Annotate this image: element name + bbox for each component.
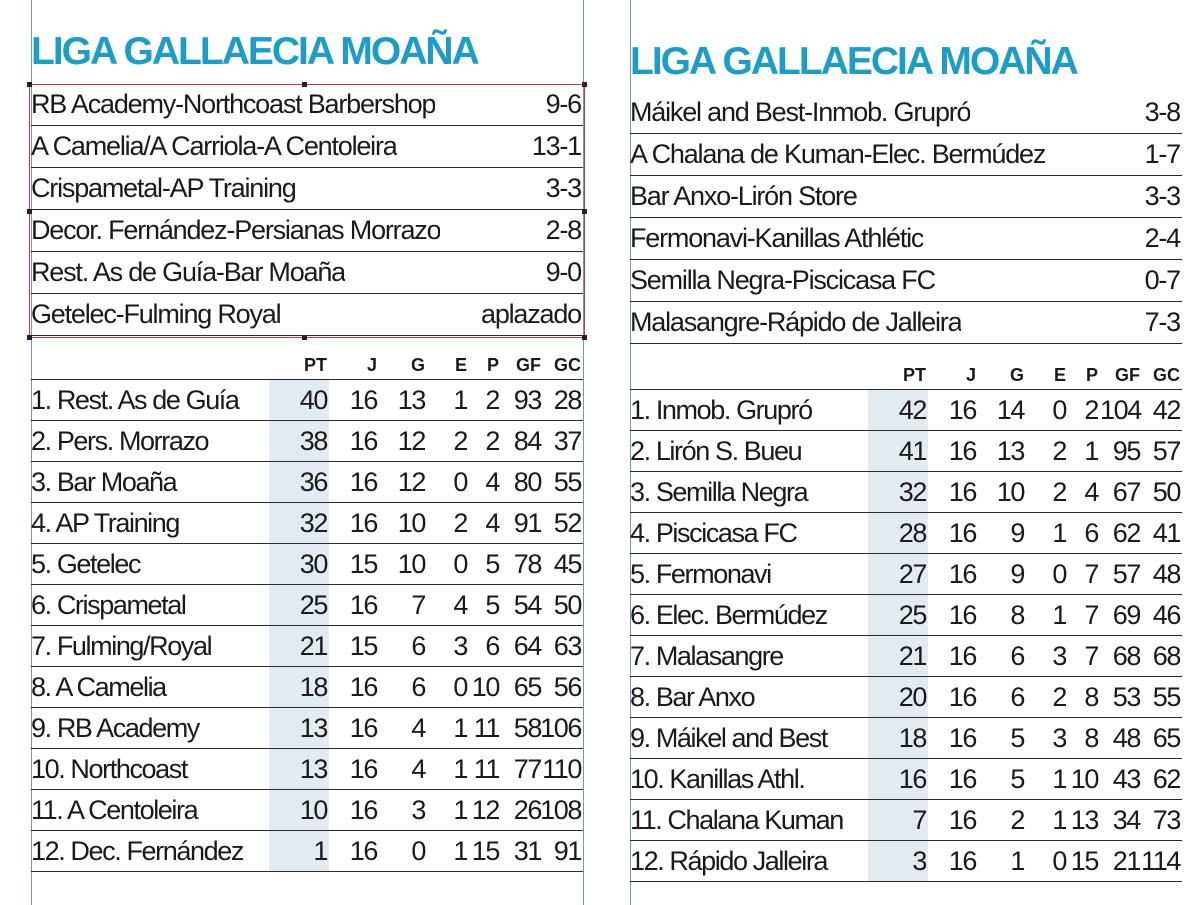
stat-j: 16 [349,836,377,866]
stat-g: 6 [1010,641,1024,671]
stat-g: 6 [1010,682,1024,712]
stat-g: 4 [411,754,425,784]
stat-g: 5 [1010,723,1024,753]
stat-g: 2 [1010,805,1024,835]
stat-g: 14 [996,395,1024,425]
results-list[interactable] [31,84,583,336]
stat-p: 8 [1084,682,1098,712]
stat-e: 3 [1052,641,1066,671]
stat-e: 0 [1052,846,1066,876]
stat-gc: 110 [542,754,581,784]
match-score: 3-3 [545,173,581,203]
header-gc: GC [1153,365,1180,385]
team-name: 1. Inmob. Grupró [630,395,812,425]
stat-gf: 93 [513,385,541,415]
stat-gc: 42 [1152,395,1180,425]
stat-pt: 18 [299,672,327,702]
result-row [630,176,1182,218]
stat-p: 4 [1084,477,1098,507]
page-guide-line [583,0,584,905]
results-list [630,92,1182,344]
stat-j: 16 [948,682,976,712]
stat-pt: 25 [898,600,926,630]
header-e: E [454,355,467,375]
stat-gc: 37 [553,426,581,456]
stat-p: 1 [1084,436,1098,466]
standings-row [31,421,583,462]
stat-j: 15 [349,549,377,579]
stat-e: 3 [453,631,467,661]
standings-row [31,503,583,544]
stat-g: 10 [996,477,1024,507]
stat-pt: 16 [898,764,926,794]
stat-gc: 108 [540,795,581,825]
header-gc: GC [554,355,581,375]
result-row [31,252,583,294]
standings-row [31,831,583,872]
stat-pt: 21 [299,631,327,661]
stat-g: 1 [1010,846,1024,876]
stat-gc: 55 [553,467,581,497]
stat-gc: 55 [1152,682,1180,712]
stat-gc: 56 [553,672,581,702]
stat-e: 1 [1052,764,1066,794]
stat-j: 16 [349,590,377,620]
stat-g: 5 [1010,764,1024,794]
stat-gf: 21 [1112,846,1140,876]
stat-gf: 64 [513,631,541,661]
stat-p: 15 [1070,846,1098,876]
stat-gf: 78 [513,549,541,579]
match-teams: Decor. Fernández-Persianas Morrazo [31,215,441,245]
result-row [630,92,1182,134]
stat-e: 0 [453,467,467,497]
stat-pt: 42 [898,395,926,425]
stat-j: 16 [349,713,377,743]
stat-e: 1 [453,713,467,743]
stat-p: 4 [485,508,499,538]
stat-gc: 45 [553,549,581,579]
match-teams: A Camelia/A Carriola-A Centoleira [31,131,397,161]
match-teams: Semilla Negra-Piscicasa FC [630,265,935,295]
stat-gf: 58 [513,713,541,743]
result-row [31,210,583,252]
result-row [31,294,583,336]
stat-j: 15 [349,631,377,661]
header-j: J [965,365,976,385]
standings-rows [31,380,583,872]
stat-g: 4 [411,713,425,743]
team-name: 9. RB Academy [31,713,199,743]
stat-p: 12 [471,795,499,825]
match-teams: Rest. As de Guía-Bar Moaña [31,257,345,287]
stat-gc: 46 [1152,600,1180,630]
result-row [31,126,583,168]
result-row [630,302,1182,344]
stat-gf: 84 [513,426,541,456]
stat-gf: 62 [1112,518,1140,548]
stat-gc: 106 [540,713,581,743]
stat-pt: 3 [912,846,926,876]
stat-g: 3 [411,795,425,825]
stat-gc: 28 [553,385,581,415]
team-name: 11. A Centoleira [31,795,198,825]
stat-g: 10 [397,549,425,579]
stat-gf: 54 [513,590,541,620]
stat-gc: 91 [553,836,581,866]
stat-pt: 7 [912,805,926,835]
team-name: 9. Máikel and Best [630,723,827,753]
stat-j: 16 [349,467,377,497]
stat-j: 16 [948,641,976,671]
stat-j: 16 [948,846,976,876]
standings-row [31,790,583,831]
stat-p: 13 [1070,805,1098,835]
stat-e: 1 [1052,600,1066,630]
stat-gf: 67 [1112,477,1140,507]
stat-p: 4 [485,467,499,497]
team-name: 5. Fermonavi [630,559,771,589]
stat-e: 1 [1052,805,1066,835]
stat-p: 5 [485,549,499,579]
stat-gc: 50 [1152,477,1180,507]
stat-gf: 104 [1100,395,1141,425]
match-score: 2-8 [545,215,581,245]
stat-p: 5 [485,590,499,620]
stat-e: 2 [453,508,467,538]
standings-row [630,841,1182,882]
stat-p: 6 [1084,518,1098,548]
stat-pt: 28 [898,518,926,548]
stat-gf: 57 [1112,559,1140,589]
stat-g: 10 [397,508,425,538]
stat-j: 16 [948,805,976,835]
standings-row [31,585,583,626]
match-teams: RB Academy-Northcoast Barbershop [31,89,436,119]
stat-pt: 20 [898,682,926,712]
stat-e: 4 [453,590,467,620]
standings-row [630,800,1182,841]
match-score: 9-6 [545,89,581,119]
standings-row [630,554,1182,595]
stat-gc: 52 [553,508,581,538]
standings-row [630,431,1182,472]
result-row [630,218,1182,260]
standings-row [630,677,1182,718]
team-name: 12. Rápido Jalleira [630,846,828,876]
stat-j: 16 [948,559,976,589]
league-title: LIGA GALLAECIA MOAÑA [31,30,478,73]
stat-j: 16 [349,385,377,415]
standings-row [630,636,1182,677]
team-name: 2. Lirón S. Bueu [630,436,802,466]
team-name: 3. Bar Moaña [31,467,177,497]
stat-g: 6 [411,672,425,702]
stat-j: 16 [349,754,377,784]
team-name: 2. Pers. Morrazo [31,426,209,456]
stat-gf: 26 [513,795,541,825]
stat-gc: 73 [1152,805,1180,835]
stat-p: 8 [1084,723,1098,753]
stat-j: 16 [349,508,377,538]
stat-gc: 68 [1152,641,1180,671]
stat-pt: 25 [299,590,327,620]
stat-p: 6 [485,631,499,661]
stat-e: 2 [1052,682,1066,712]
stat-e: 2 [1052,436,1066,466]
stat-p: 11 [473,713,499,743]
stat-pt: 38 [299,426,327,456]
stat-gf: 91 [513,508,541,538]
stat-gf: 69 [1112,600,1140,630]
stat-g: 6 [411,631,425,661]
stat-g: 8 [1010,600,1024,630]
result-row [31,168,583,210]
stat-pt: 1 [313,836,327,866]
league-title: LIGA GALLAECIA MOAÑA [630,40,1077,83]
header-j: J [366,355,377,375]
team-name: 7. Fulming/Royal [31,631,212,661]
stat-gf: 34 [1112,805,1140,835]
match-score: 2-4 [1144,223,1180,253]
stat-p: 11 [473,754,499,784]
standings-header [630,362,1182,390]
match-teams: Bar Anxo-Lirón Store [630,181,857,211]
team-name: 10. Northcoast [31,754,187,784]
match-score: 7-3 [1144,307,1180,337]
stat-gc: 65 [1152,723,1180,753]
standings-row [31,462,583,503]
stat-pt: 18 [898,723,926,753]
stat-pt: 27 [898,559,926,589]
stat-j: 16 [948,477,976,507]
match-score: 9-0 [545,257,581,287]
match-score: 13-1 [531,131,581,161]
standings-header [31,352,583,380]
match-teams: Crispametal-AP Training [31,173,296,203]
match-teams: Getelec-Fulming Royal [31,299,281,329]
team-name: 4. Piscicasa FC [630,518,797,548]
stat-pt: 13 [299,713,327,743]
stat-gf: 65 [513,672,541,702]
stat-gf: 68 [1112,641,1140,671]
stat-e: 0 [1052,395,1066,425]
result-row [630,134,1182,176]
stat-p: 7 [1084,641,1098,671]
stat-e: 0 [453,672,467,702]
stat-gf: 53 [1112,682,1140,712]
team-name: 8. A Camelia [31,672,166,702]
standings-rows [630,390,1182,882]
stat-gc: 63 [553,631,581,661]
stat-j: 16 [948,600,976,630]
stat-gc: 62 [1152,764,1180,794]
team-name: 10. Kanillas Athl. [630,764,805,794]
header-p: P [1085,365,1098,385]
team-name: 6. Crispametal [31,590,186,620]
team-name: 11. Chalana Kuman [630,805,843,835]
standings-row [31,380,583,421]
header-pt: PT [303,355,327,375]
match-score: aplazado [481,299,581,329]
header-g: G [410,355,425,375]
stat-pt: 36 [299,467,327,497]
standings-row [630,595,1182,636]
stat-g: 9 [1010,518,1024,548]
stat-gc: 48 [1152,559,1180,589]
stat-g: 13 [996,436,1024,466]
team-name: 5. Getelec [31,549,141,579]
team-name: 1. Rest. As de Guía [31,385,239,415]
stat-e: 3 [1052,723,1066,753]
stat-gc: 50 [553,590,581,620]
header-gf: GF [1115,365,1140,385]
header-e: E [1053,365,1066,385]
stat-gc: 41 [1152,518,1180,548]
stat-g: 13 [397,385,425,415]
stat-e: 1 [1052,518,1066,548]
standings-row [31,544,583,585]
stat-p: 15 [471,836,499,866]
stat-g: 7 [411,590,425,620]
stat-e: 0 [453,549,467,579]
stat-j: 16 [349,426,377,456]
match-teams: Malasangre-Rápido de Jalleira [630,307,962,337]
stat-g: 9 [1010,559,1024,589]
standings-row [630,390,1182,431]
stat-pt: 13 [299,754,327,784]
stat-pt: 10 [299,795,327,825]
stat-e: 2 [453,426,467,456]
stat-e: 1 [453,385,467,415]
header-g: G [1009,365,1024,385]
standings-row [630,759,1182,800]
standings-table [31,352,583,872]
stat-gf: 77 [513,754,541,784]
stat-pt: 32 [898,477,926,507]
stat-j: 16 [948,518,976,548]
stat-pt: 30 [299,549,327,579]
stat-pt: 41 [898,436,926,466]
match-teams: A Chalana de Kuman-Elec. Bermúdez [630,139,1046,169]
stat-j: 16 [948,764,976,794]
stat-e: 1 [453,795,467,825]
match-score: 0-7 [1144,265,1180,295]
stat-gc: 57 [1152,436,1180,466]
stat-gf: 95 [1112,436,1140,466]
stat-gf: 48 [1112,723,1140,753]
result-row [630,260,1182,302]
stat-pt: 21 [898,641,926,671]
stat-gf: 31 [513,836,541,866]
stat-p: 10 [471,672,499,702]
stat-pt: 32 [299,508,327,538]
stat-p: 2 [485,385,499,415]
header-p: P [486,355,499,375]
team-name: 6. Elec. Bermúdez [630,600,827,630]
stat-g: 0 [411,836,425,866]
stat-p: 2 [485,426,499,456]
stat-g: 12 [397,426,425,456]
result-row [31,84,583,126]
stat-p: 10 [1070,764,1098,794]
stat-e: 2 [1052,477,1066,507]
standings-row [630,718,1182,759]
stat-j: 16 [349,672,377,702]
stat-j: 16 [948,395,976,425]
stat-pt: 40 [299,385,327,415]
match-score: 3-8 [1144,97,1180,127]
standings-row [31,749,583,790]
standings-row [630,472,1182,513]
standings-row [630,513,1182,554]
match-score: 1-7 [1144,139,1180,169]
team-name: 12. Dec. Fernández [31,836,243,866]
stat-e: 1 [453,754,467,784]
team-name: 7. Malasangre [630,641,783,671]
header-gf: GF [516,355,541,375]
stat-gf: 43 [1112,764,1140,794]
team-name: 3. Semilla Negra [630,477,808,507]
stat-g: 12 [397,467,425,497]
standings-row [31,626,583,667]
stat-j: 16 [349,795,377,825]
stat-j: 16 [948,436,976,466]
stat-gf: 80 [513,467,541,497]
stat-gc: 114 [1141,846,1180,876]
standings-row [31,667,583,708]
stat-e: 1 [453,836,467,866]
team-name: 4. AP Training [31,508,180,538]
stat-p: 2 [1084,395,1098,425]
team-name: 8. Bar Anxo [630,682,755,712]
stat-p: 7 [1084,600,1098,630]
stat-p: 7 [1084,559,1098,589]
match-teams: Máikel and Best-Inmob. Grupró [630,97,971,127]
stat-e: 0 [1052,559,1066,589]
match-score: 3-3 [1144,181,1180,211]
standings-row [31,708,583,749]
header-pt: PT [902,365,926,385]
stat-j: 16 [948,723,976,753]
standings-table [630,362,1182,882]
match-teams: Fermonavi-Kanillas Athlétic [630,223,924,253]
